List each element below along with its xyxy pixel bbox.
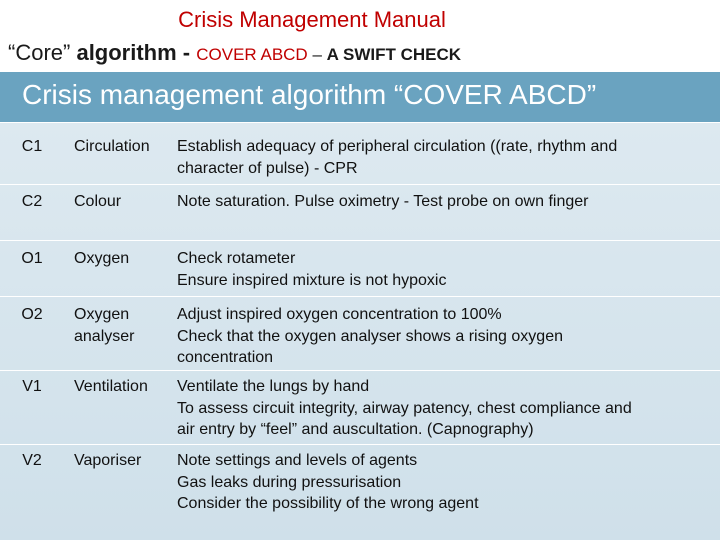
table-row <box>0 240 720 296</box>
description-line: Consider the possibility of the wrong agent <box>177 495 479 512</box>
description-line: Check that the oxygen analyser shows a rising oxygen <box>177 327 563 345</box>
subtitle <box>8 40 461 66</box>
section-heading: Crisis management algorithm “COVER ABCD” <box>22 79 597 110</box>
description-line: Note saturation. Pulse oximetry - Test probe on own finger <box>177 193 589 210</box>
table-row <box>0 296 720 370</box>
algorithm-label: algorithm - <box>76 40 197 65</box>
row-name: Ventilation <box>74 378 148 395</box>
row-name: Circulation <box>74 138 150 155</box>
row-name: Oxygen <box>74 250 130 267</box>
subtitle-dash: – <box>307 45 327 64</box>
row-code: C2 <box>21 193 43 210</box>
description-line: air entry by “feel” and auscultation. (Capnography) <box>177 421 534 438</box>
row-name: Vaporiser <box>74 452 142 469</box>
table-row <box>0 122 720 184</box>
table-row <box>0 370 720 444</box>
row-code: V1 <box>22 378 42 395</box>
row-description <box>177 450 713 515</box>
description-line: To assess circuit integrity, airway patency, chest compliance and <box>177 399 632 417</box>
description-line: Adjust inspired oxygen concentration to 100% <box>177 306 502 323</box>
description-line: Ensure inspired mixture is not hypoxic <box>177 271 447 289</box>
row-description <box>177 248 713 291</box>
swift-check-label: A SWIFT CHECK <box>326 45 462 64</box>
table-row <box>0 444 720 540</box>
description-line: Note settings and levels of agents <box>177 452 418 469</box>
row-description <box>177 376 713 441</box>
core-label: “Core” <box>8 40 77 65</box>
row-code: O2 <box>21 306 43 323</box>
manual-title: Crisis Management Manual <box>178 7 446 32</box>
row-description <box>177 304 713 369</box>
row-name: Colour <box>74 193 122 210</box>
description-line: Establish adequacy of peripheral circulation ((rate, rhythm and <box>177 138 618 155</box>
cover-abcd-label: COVER ABCD <box>196 45 308 64</box>
table-row <box>0 184 720 240</box>
row-code: O1 <box>21 250 43 267</box>
description-line: Check rotameter <box>177 250 296 267</box>
row-code: V2 <box>22 452 42 469</box>
row-description <box>177 136 713 179</box>
description-line: character of pulse) - CPR <box>177 159 358 177</box>
description-line: Gas leaks during pressurisation <box>177 473 402 491</box>
row-code: C1 <box>21 138 43 155</box>
description-line: concentration <box>177 349 274 366</box>
description-line: Ventilate the lungs by hand <box>177 378 370 395</box>
row-description <box>177 191 713 213</box>
row-name: Oxygen analyser <box>74 306 135 345</box>
